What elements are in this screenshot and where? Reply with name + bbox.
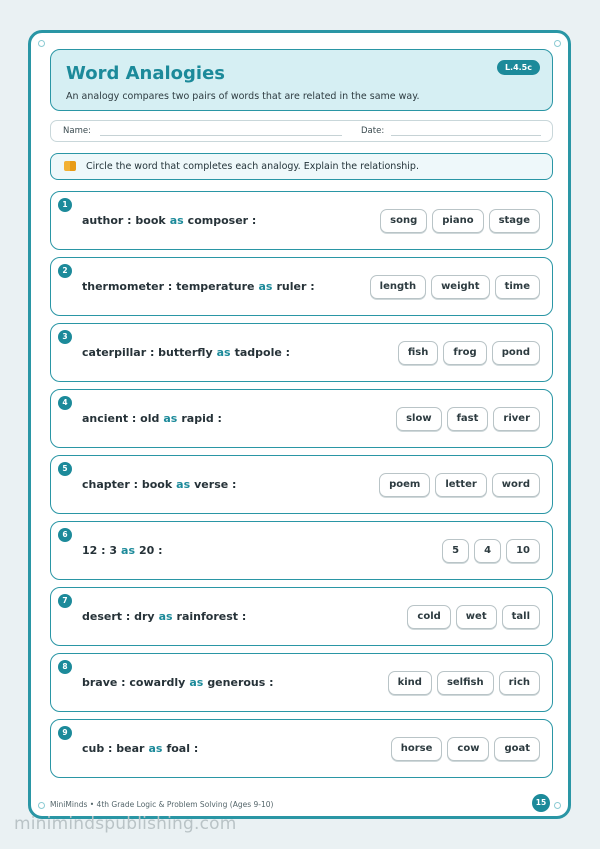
corner-dot — [554, 40, 561, 47]
question-card — [50, 521, 553, 580]
question-number: 4 — [58, 396, 72, 410]
answer-option[interactable]: 10 — [506, 539, 540, 563]
question-card — [50, 389, 553, 448]
analogy-connector: as — [176, 478, 191, 491]
answer-option[interactable]: 5 — [442, 539, 469, 563]
answer-option[interactable]: kind — [388, 671, 432, 695]
answer-option[interactable]: letter — [435, 473, 486, 497]
question-number: 9 — [58, 726, 72, 740]
analogy-second-pair: 20 : — [139, 544, 163, 557]
answer-option[interactable]: rich — [499, 671, 540, 695]
analogy-text — [82, 214, 256, 227]
corner-dot — [38, 802, 45, 809]
analogy-first-pair: chapter : book — [82, 478, 173, 491]
question-number: 3 — [58, 330, 72, 344]
analogy-connector: as — [169, 214, 184, 227]
analogy-connector: as — [121, 544, 136, 557]
analogy-text — [82, 544, 163, 557]
question-number: 6 — [58, 528, 72, 542]
analogy-connector: as — [148, 742, 163, 755]
answer-options — [370, 275, 540, 299]
answer-option[interactable]: weight — [431, 275, 490, 299]
answer-options — [398, 341, 540, 365]
analogy-text — [82, 346, 290, 359]
answer-option[interactable]: time — [495, 275, 540, 299]
answer-option[interactable]: piano — [432, 209, 483, 233]
answer-option[interactable]: selfish — [437, 671, 494, 695]
analogy-text — [82, 742, 198, 755]
question-number: 7 — [58, 594, 72, 608]
analogy-connector: as — [189, 676, 204, 689]
date-label: Date: — [361, 126, 385, 136]
answer-options — [388, 671, 540, 695]
question-card — [50, 257, 553, 316]
question-card — [50, 587, 553, 646]
question-number: 5 — [58, 462, 72, 476]
page-subtitle: An analogy compares two pairs of words that are related in the same way. — [66, 91, 420, 102]
answer-option[interactable]: cow — [447, 737, 489, 761]
book-icon — [64, 161, 76, 171]
answer-option[interactable]: poem — [379, 473, 430, 497]
analogy-second-pair: tadpole : — [234, 346, 291, 359]
question-number: 2 — [58, 264, 72, 278]
analogy-second-pair: generous : — [207, 676, 274, 689]
analogy-connector: as — [158, 610, 173, 623]
instructions-text: Circle the word that completes each analogy. Explain the relationship. — [86, 161, 419, 172]
answer-option[interactable]: cold — [407, 605, 450, 629]
answer-option[interactable]: goat — [494, 737, 540, 761]
question-number: 1 — [58, 198, 72, 212]
footer-text: MiniMinds • 4th Grade Logic & Problem Solving (Ages 9-10) — [50, 800, 274, 809]
header-panel — [50, 49, 553, 111]
answer-option[interactable]: fast — [447, 407, 489, 431]
worksheet-page — [28, 30, 571, 819]
answer-option[interactable]: word — [492, 473, 540, 497]
answer-option[interactable]: song — [380, 209, 427, 233]
analogy-first-pair: thermometer : temperature — [82, 280, 255, 293]
analogy-text — [82, 478, 236, 491]
page-title: Word Analogies — [66, 63, 226, 84]
answer-options — [442, 539, 540, 563]
question-card — [50, 455, 553, 514]
answer-options — [379, 473, 540, 497]
corner-dot — [38, 40, 45, 47]
answer-option[interactable]: river — [493, 407, 540, 431]
answer-option[interactable]: stage — [489, 209, 540, 233]
answer-option[interactable]: tall — [502, 605, 540, 629]
analogy-text — [82, 412, 222, 425]
name-date-bar — [50, 120, 553, 142]
analogy-first-pair: author : book — [82, 214, 166, 227]
analogy-first-pair: brave : cowardly — [82, 676, 186, 689]
question-card — [50, 191, 553, 250]
question-card — [50, 719, 553, 778]
analogy-second-pair: rapid : — [181, 412, 222, 425]
analogy-second-pair: rainforest : — [176, 610, 247, 623]
name-label: Name: — [63, 126, 91, 136]
analogy-second-pair: ruler : — [276, 280, 315, 293]
answer-option[interactable]: frog — [443, 341, 486, 365]
analogy-text — [82, 280, 315, 293]
answer-option[interactable]: fish — [398, 341, 438, 365]
analogy-first-pair: desert : dry — [82, 610, 155, 623]
answer-option[interactable]: wet — [456, 605, 497, 629]
answer-options — [407, 605, 540, 629]
question-card — [50, 323, 553, 382]
question-number: 8 — [58, 660, 72, 674]
page-number: 15 — [532, 794, 550, 812]
answer-option[interactable]: pond — [492, 341, 540, 365]
date-field[interactable] — [391, 135, 541, 136]
watermark: minimindspublishing.com — [14, 814, 237, 834]
answer-option[interactable]: slow — [396, 407, 442, 431]
analogy-second-pair: composer : — [187, 214, 257, 227]
analogy-text — [82, 610, 246, 623]
analogy-text — [82, 676, 274, 689]
analogy-first-pair: ancient : old — [82, 412, 160, 425]
name-field[interactable] — [100, 135, 342, 136]
answer-options — [380, 209, 540, 233]
standard-badge: L.4.5c — [497, 60, 540, 75]
corner-dot — [554, 802, 561, 809]
answer-options — [396, 407, 540, 431]
answer-option[interactable]: 4 — [474, 539, 501, 563]
analogy-first-pair: caterpillar : butterfly — [82, 346, 213, 359]
instructions-box — [50, 153, 553, 180]
analogy-second-pair: foal : — [166, 742, 199, 755]
answer-options — [391, 737, 540, 761]
analogy-connector: as — [163, 412, 178, 425]
analogy-connector: as — [216, 346, 231, 359]
question-card — [50, 653, 553, 712]
analogy-second-pair: verse : — [194, 478, 237, 491]
answer-option[interactable]: length — [370, 275, 426, 299]
analogy-connector: as — [258, 280, 273, 293]
analogy-first-pair: 12 : 3 — [82, 544, 118, 557]
answer-option[interactable]: horse — [391, 737, 443, 761]
analogy-first-pair: cub : bear — [82, 742, 145, 755]
